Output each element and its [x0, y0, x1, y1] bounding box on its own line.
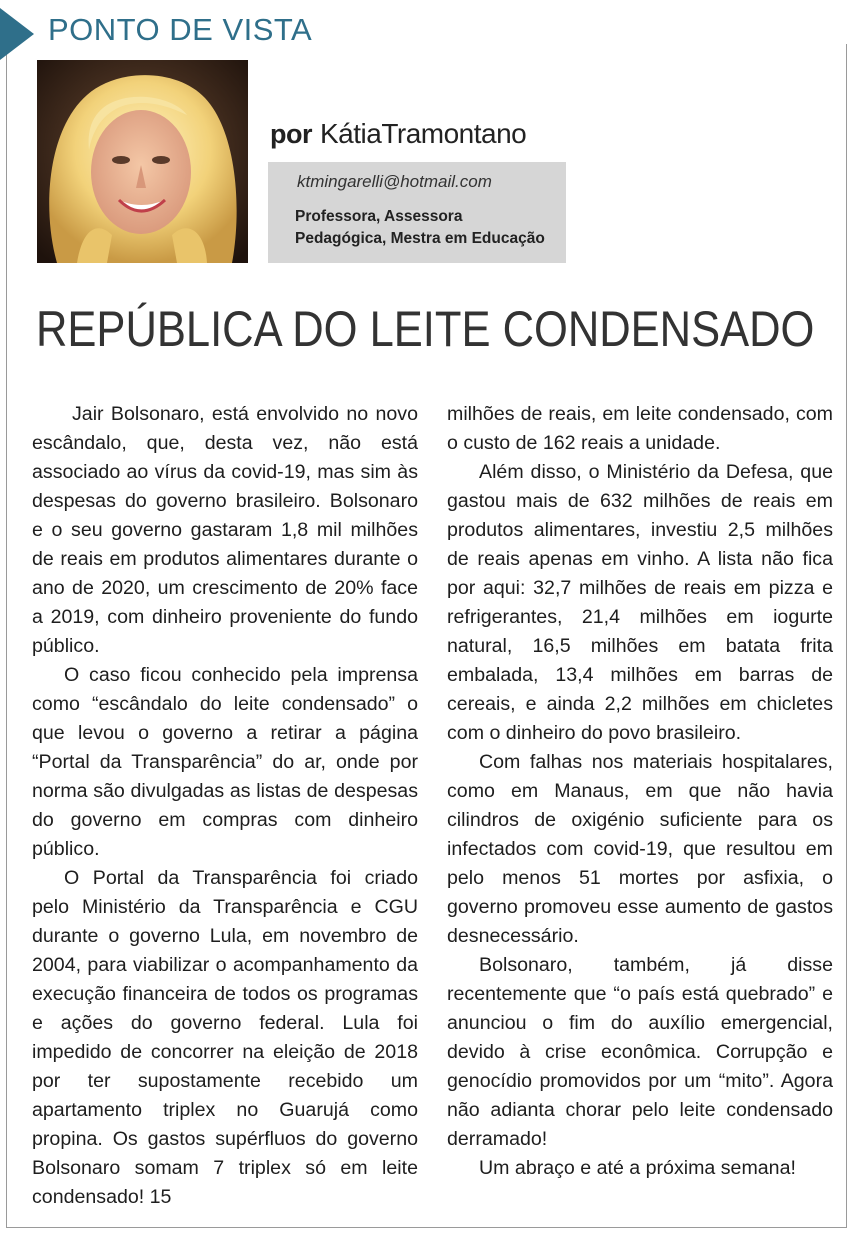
article-title: REPÚBLICA DO LEITE CONDENSADO	[36, 301, 815, 357]
author-portrait-image	[37, 60, 248, 263]
article-column-right	[447, 400, 833, 1183]
section-label: PONTO DE VISTA	[48, 12, 313, 47]
paragraph: Bolsonaro, também, já disse recentemente que “o país está quebrado” e anunciou o fim do auxílio emergencial, devido à crise econômica. Corrupção e genocídio promovidos por um “mito”. Agora não adianta chorar pelo leite condensado derramado!	[447, 954, 833, 1150]
paragraph: O Portal da Transparência foi criado pelo Ministério da Transparência e CGU durante o governo Lula, em novembro de 2004, para viabilizar o acompanhamento da execução financeira de todos os programas e ações do governo federal. Lula foi impedido de concorrer na eleição de 2018 por ter supostamente recebido um apartamento triplex no Guarujá como propina. Os gastos supérfluos do governo Bolsonaro somam 7 triplex só em leite condensado! 15	[32, 867, 418, 1208]
author-name: KátiaTramontano	[320, 118, 527, 149]
paragraph: Além disso, o Ministério da Defesa, que gastou mais de 632 milhões de reais em produtos alimentares, investiu 2,5 milhões de reais apenas em vinho. A lista não fica por aqui: 32,7 milhões de reais em pizza e refrigerantes, 21,4 milhões em iogurte natural, 16,5 milhões em batata frita embalada, 13,4 milhões em barras de cereais, e ainda 2,2 milhões em chicletes com o dinheiro do povo brasileiro.	[447, 461, 833, 744]
paragraph: Jair Bolsonaro, está envolvido no novo escândalo, que, desta vez, não está associado ao vírus da covid-19, mas sim às despesas do governo brasileiro. Bolsonaro e o seu governo gastaram 1,8 mil milhões de reais em produtos alimentares durante o ano de 2020, um crescimento de 20% face a 2019, com dinheiro proveniente do fundo público.	[32, 403, 418, 657]
author-role-line-1: Professora, Assessora	[295, 208, 463, 225]
author-prefix: por	[270, 119, 312, 149]
author-byline	[270, 118, 526, 150]
article-column-left	[32, 400, 418, 1212]
author-email[interactable]: ktmingarelli@hotmail.com	[297, 172, 492, 191]
paragraph: O caso ficou conhecido pela imprensa como “escândalo do leite condensado” o que levou o governo a retirar a página “Portal da Transparência” do ar, onde por norma são divulgadas as listas de despesas do governo em compras com dinheiro público.	[32, 664, 418, 860]
paragraph: milhões de reais, em leite condensado, com o custo de 162 reais a unidade.	[447, 403, 833, 454]
author-info-box	[268, 162, 566, 263]
paragraph: Um abraço e até a próxima semana!	[479, 1157, 796, 1179]
triangle-right-icon	[0, 8, 34, 60]
author-photo	[37, 60, 248, 263]
author-role	[295, 206, 545, 250]
paragraph: Com falhas nos materiais hospitalares, como em Manaus, em que não havia cilindros de oxigénio suficiente para os infectados com covid-19, que resultou em pelo menos 51 mortes por asfixia, o governo promoveu esse aumento de gastos desnecessário.	[447, 751, 833, 947]
author-role-line-2: Pedagógica, Mestra em Educação	[295, 230, 545, 247]
